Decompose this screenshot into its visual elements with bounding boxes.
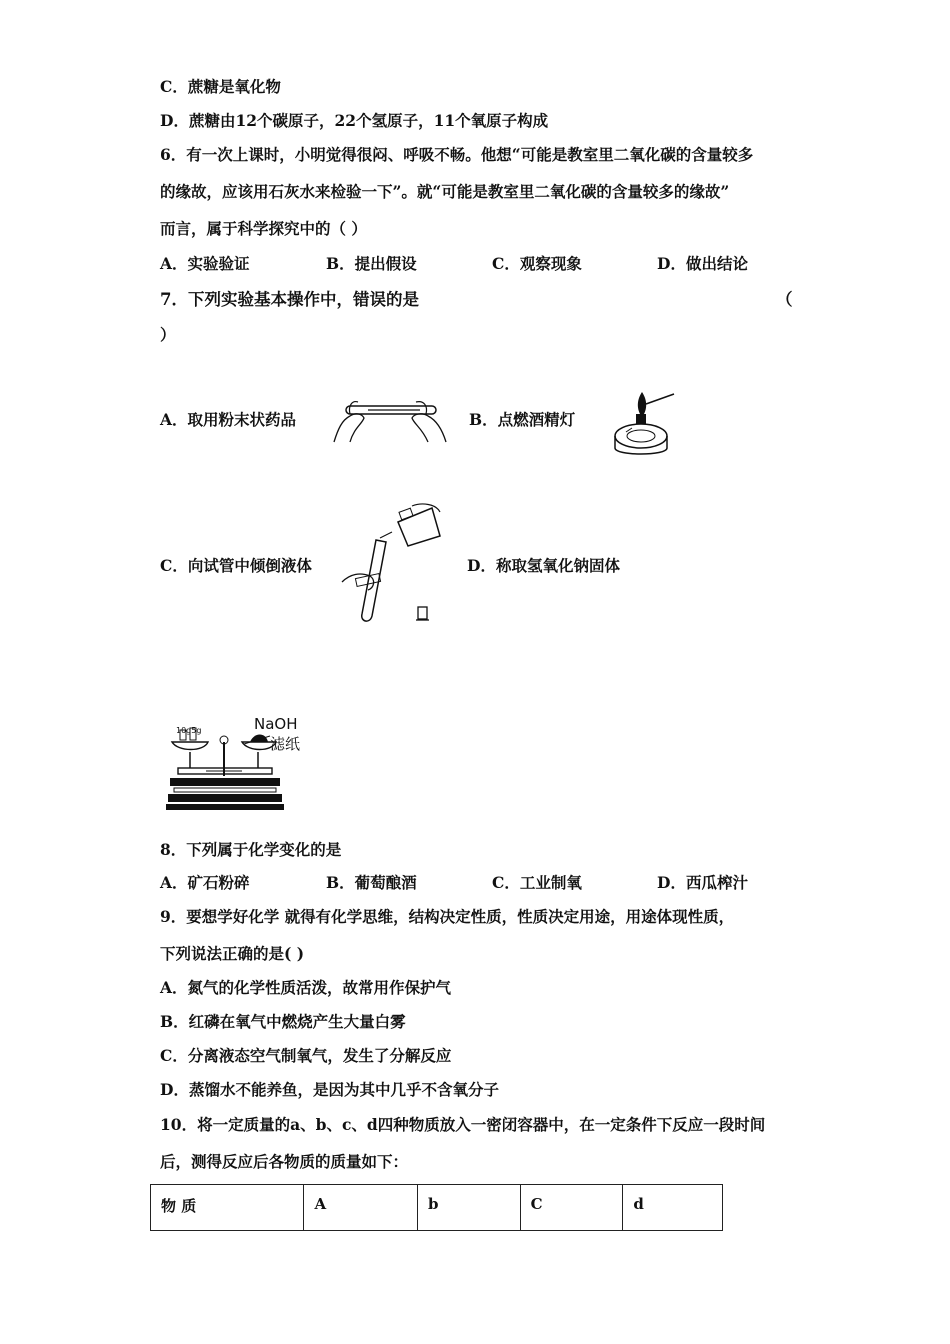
table-cell: 物 质: [151, 1185, 304, 1231]
q9-option-d: D．蒸馏水不能养鱼，是因为其中几乎不含氧分子: [160, 1080, 499, 1099]
table-cell: A: [304, 1185, 418, 1231]
q9-stem-line2: 下列说法正确的是( ): [160, 944, 305, 963]
table-cell: d: [623, 1185, 723, 1231]
powder-handling-figure: [328, 384, 452, 450]
q7-option-b: B．点燃酒精灯: [469, 410, 576, 429]
box-glyph-icon: [416, 606, 430, 626]
substance-mass-table: [150, 1184, 723, 1231]
q7-option-c: C．向试管中倾倒液体: [160, 556, 312, 575]
q5-option-c: C．蔗糖是氧化物: [160, 77, 281, 96]
q8-stem: 8．下列属于化学变化的是: [160, 840, 342, 859]
table-cell: b: [418, 1185, 521, 1231]
balance-weights-label: 10g5g: [176, 726, 202, 735]
q7-paren-open: （: [776, 290, 793, 309]
q6-stem-line3: 而言，属于科学探究中的（ ）: [160, 219, 367, 238]
q7-option-a: A．取用粉末状药品: [160, 410, 297, 429]
q6-option-a: A．实验验证: [160, 254, 250, 273]
q8-option-c: C．工业制氧: [492, 873, 582, 892]
label-pointer-line: [244, 732, 272, 750]
q5-option-d: D．蔗糖由12个碳原子，22个氢原子，11个氧原子构成: [160, 111, 549, 130]
q6-option-d: D．做出结论: [657, 254, 748, 273]
q10-stem-line1: 10．将一定质量的a、b、c、d四种物质放入一密闭容器中，在一定条件下反应一段时间: [160, 1115, 766, 1134]
q9-stem-line1: 9．要想学好化学 就得有化学思维，结构决定性质，性质决定用途，用途体现性质，: [160, 907, 735, 926]
q6-option-b: B．提出假设: [326, 254, 417, 273]
q10-stem-line2: 后，测得反应后各物质的质量如下：: [160, 1152, 409, 1171]
q7-paren-close: ）: [160, 325, 176, 344]
filter-paper-label: 滤纸: [270, 735, 301, 753]
q8-option-b: B．葡萄酿酒: [326, 873, 417, 892]
q8-option-d: D．西瓜榨汁: [657, 873, 748, 892]
alcohol-lamp-figure: [606, 386, 680, 472]
q9-option-a: A．氮气的化学性质活泼，故常用作保护气: [160, 978, 452, 997]
q8-option-a: A．矿石粉碎: [160, 873, 250, 892]
table-row: [151, 1185, 723, 1231]
naoh-label: NaOH: [254, 715, 298, 733]
q9-option-c: C．分离液态空气制氧气，发生了分解反应: [160, 1046, 452, 1065]
table-cell: C: [520, 1185, 623, 1231]
q6-stem-line1: 6．有一次上课时，小明觉得很闷、呼吸不畅。他想“可能是教室里二氧化碳的含量较多: [160, 145, 754, 164]
q9-option-b: B．红磷在氧气中燃烧产生大量白雾: [160, 1012, 406, 1031]
q7-stem: 7．下列实验基本操作中，错误的是: [160, 290, 419, 309]
q6-option-c: C．观察现象: [492, 254, 582, 273]
q6-stem-line2: 的缘故，应该用石灰水来检验一下”。就“可能是教室里二氧化碳的含量较多的缘故”: [160, 182, 730, 201]
q7-option-d: D．称取氢氧化钠固体: [467, 556, 620, 575]
